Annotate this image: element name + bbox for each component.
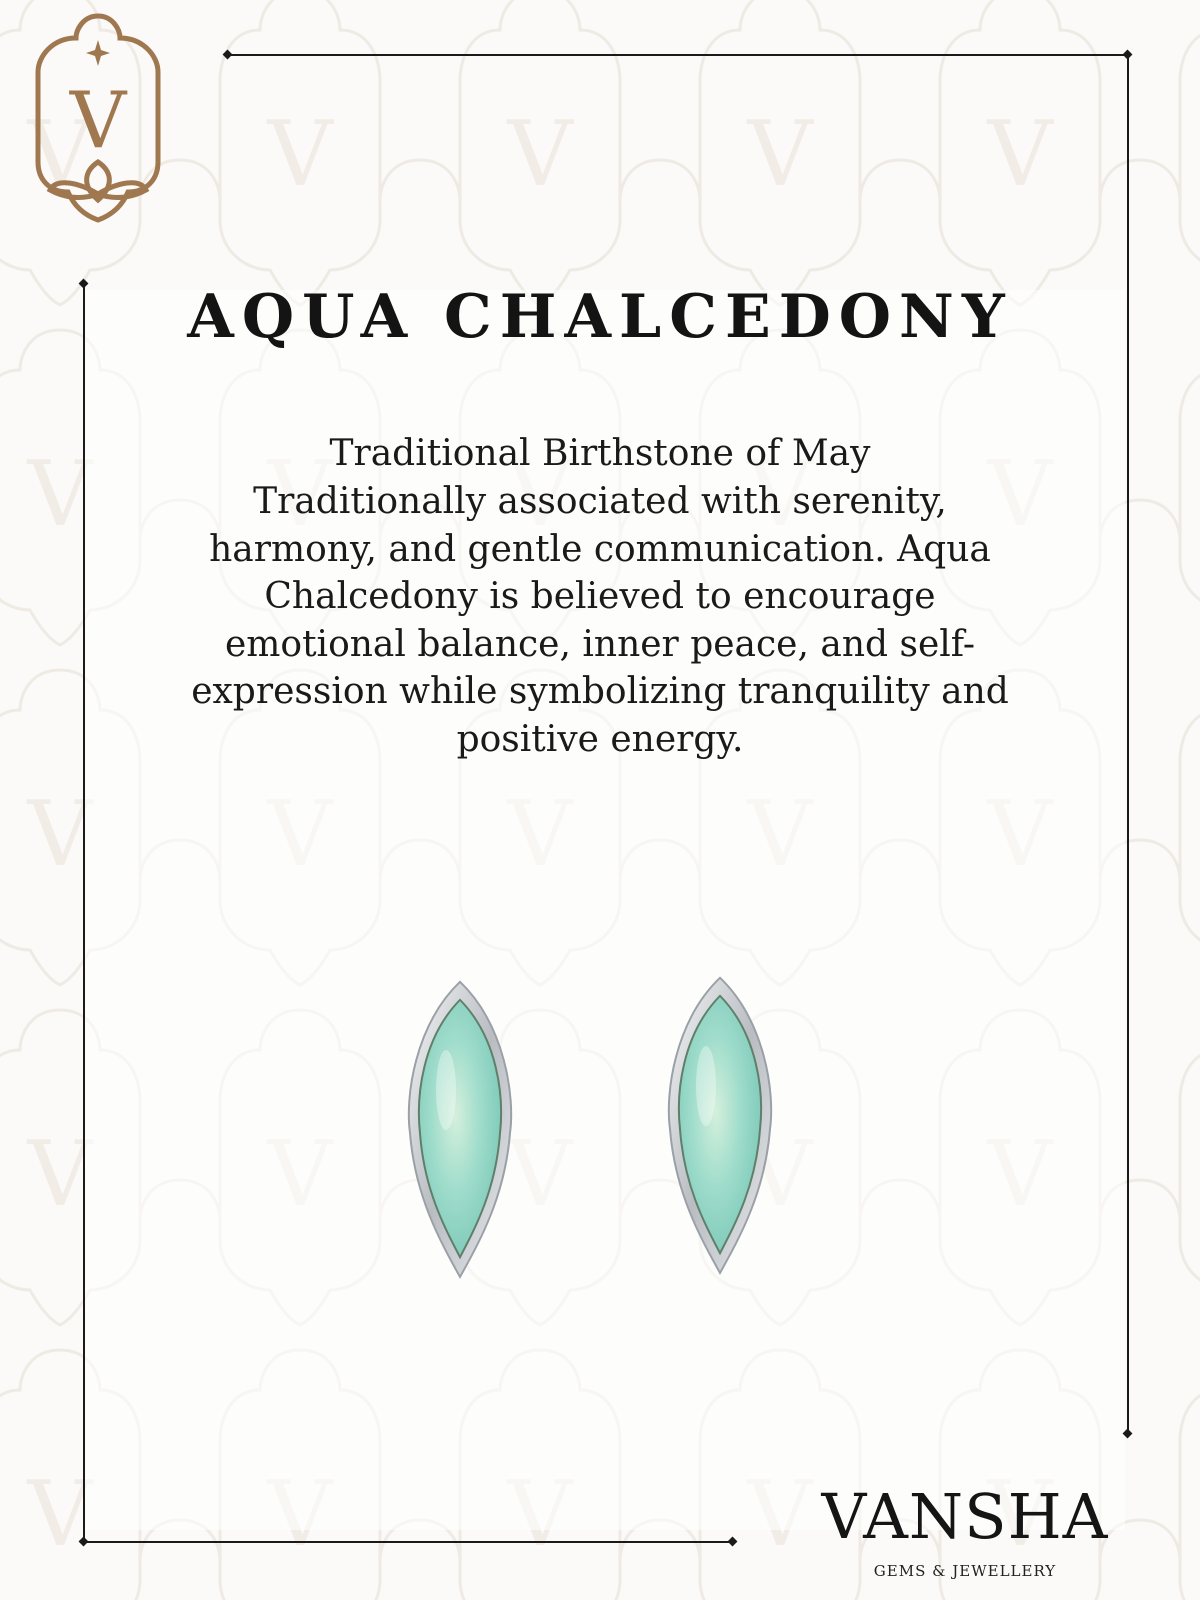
frame-top-line [228,54,1128,56]
page-title: AQUA CHALCEDONY [187,282,1013,352]
left-earring [409,982,511,1277]
gemstone-description: Traditionally associated with serenity, harmony, and gentle communication. Aqua Chalcedony is believed to encourage emotional balance, inner peace, and self-expression while symbolizing tranquility and positive energy. [191,481,1009,760]
brand-tagline: GEMS & JEWELLERY [873,1562,1057,1580]
frame-right-line [1127,54,1129,1434]
frame-bottom-line [83,1541,733,1543]
birthstone-subtitle: Traditional Birthstone of May [329,433,871,474]
svg-text:V: V [69,76,127,166]
right-earring [669,978,771,1273]
brand-name: VANSHA [821,1480,1109,1553]
vansha-monogram-badge-icon [28,12,168,224]
marquise-stud-earrings-icon [380,970,820,1300]
